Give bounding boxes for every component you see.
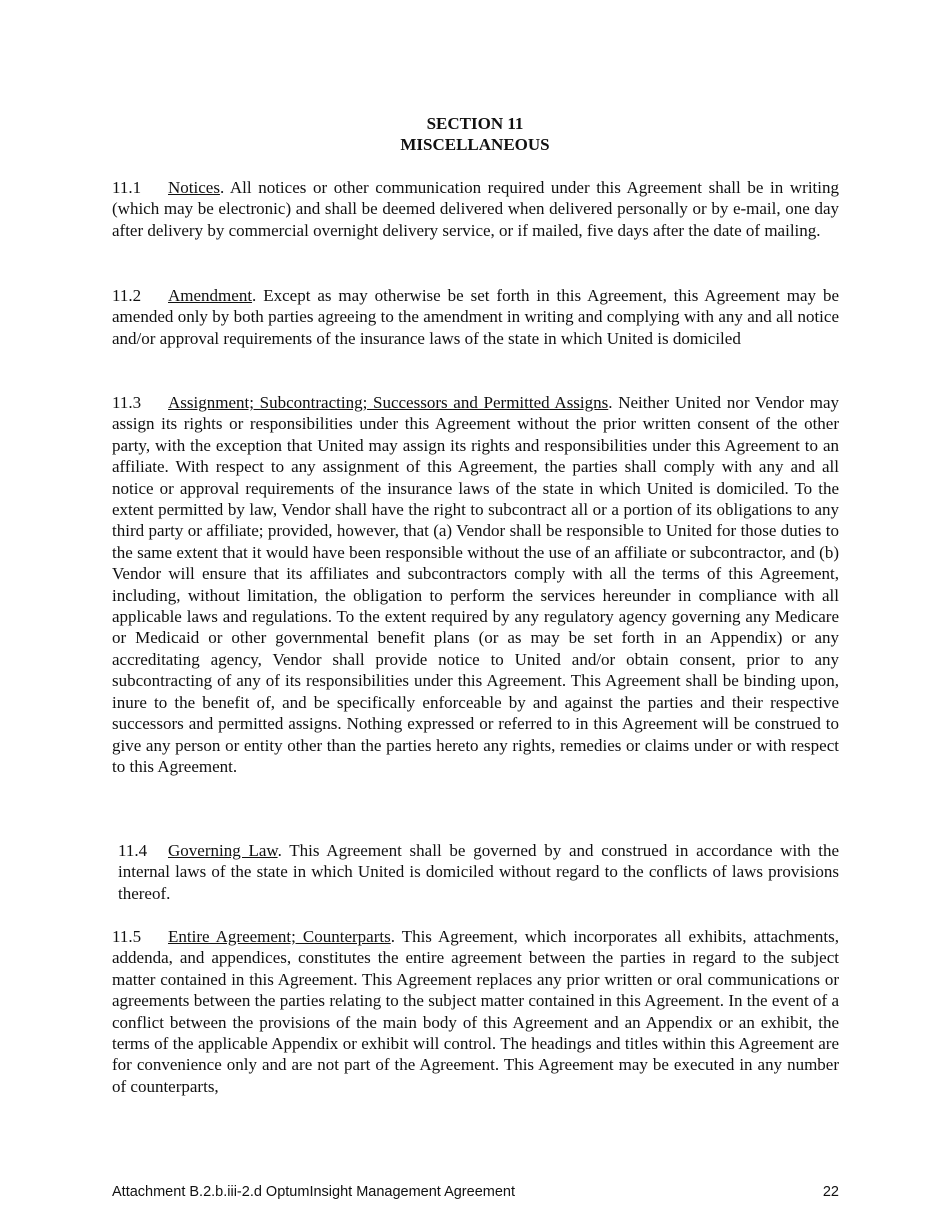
section-title: MISCELLANEOUS: [400, 135, 550, 154]
clause-number: 11.1: [112, 178, 142, 197]
clause-body: This Agreement, which incorporates all exhibits, attachments, addenda, and appendices, constitutes the entire agreement between the parties in regard to the subject matter contained in this Agreement. This Agreement replaces any prior written or oral communications or agreements between the parties relating to the subject matter contained in this Agreement. In the event of a conflict between the provisions of the main body of this Agreement and an Appendix or an exhibit, the terms of the applicable Appendix or exhibit will control. The headings and titles within this Agreement are for convenience only and are not part of the Agreement. This Agreement may be executed in any number of counterparts,: [112, 927, 839, 1096]
clause-number: 11.2: [112, 286, 142, 305]
clause-body: This Agreement shall be governed by and construed in accordance with the internal laws of the state in which United is domiciled without regard to the conflicts of laws provisions thereof.: [118, 841, 839, 903]
clause-title: Amendment: [168, 286, 253, 305]
clause-number: 11.5: [112, 927, 142, 946]
clause-title: Governing Law: [168, 841, 278, 860]
clause-11-3: [112, 392, 839, 777]
clause-11-5: [112, 926, 839, 1097]
footer-document-title: Attachment B.2.b.iii-2.d OptumInsight Management Agreement: [112, 1184, 515, 1200]
clause-title: Notices: [168, 178, 220, 197]
clause-11-4: [118, 840, 839, 904]
clause-body: Neither United nor Vendor may assign its rights or responsibilities under this Agreement without the prior written consent of the other party, with the exception that United may assign its rights and responsibilities under this Agreement to an affiliate. With respect to any assignment of this Agreement, the parties shall comply with any and all notice or approval requirements of the insurance laws of the state in which United is domiciled. To the extent permitted by law, Vendor shall have the right to subcontract all or a portion of its obligations to any third party or affiliate; provided, however, that (a) Vendor shall be responsible to United for those duties to the same extent that it would have been responsible without the use of an affiliate or subcontractor, and (b) Vendor will ensure that its affiliates and subcontractors comply with all the terms of this Agreement, including, without limitation, the obligation to perform the services hereunder in compliance with all applicable laws and regulations. To the extent required by any regulatory agency governing any Medicare or Medicaid or other governmental benefit plans (or as may be set forth in an Appendix) or any accreditating agency, Vendor shall provide notice to United and/or obtain consent, prior to any subcontracting of any of its responsibilities under this Agreement. This Agreement shall be binding upon, inure to the benefit of, and be specifically enforceable by and against the parties and their respective successors and permitted assigns. Nothing expressed or referred to in this Agreement will be construed to give any person or entity other than the parties hereto any rights, remedies or claims under or with respect to this Agreement.: [112, 393, 839, 776]
clause-title-punct: .: [608, 393, 613, 412]
clause-title-punct: .: [390, 927, 395, 946]
clause-title-punct: .: [219, 178, 225, 197]
clause-title: Assignment; Subcontracting; Successors and Permitted Assigns: [168, 393, 609, 412]
clause-body: All notices or other communication required under this Agreement shall be in writing (which may be electronic) and shall be deemed delivered when delivered personally or by e-mail, one day after delivery by commercial overnight delivery service, or if mailed, five days after the date of mailing.: [112, 178, 839, 240]
clause-body: Except as may otherwise be set forth in this Agreement, this Agreement may be amended only by both parties agreeing to the amendment in writing and complying with any and all notice and/or approval requirements of the insurance laws of the state in which United is domiciled: [112, 286, 839, 348]
clause-title-punct: .: [277, 841, 282, 860]
clause-number: 11.4: [118, 841, 148, 860]
clause-11-2: [112, 285, 839, 349]
footer-page-number: 22: [822, 1184, 839, 1200]
clause-title: Entire Agreement; Counterparts: [168, 927, 391, 946]
clause-title-punct: .: [252, 286, 257, 305]
clause-number: 11.3: [112, 393, 142, 412]
clause-11-1: [112, 177, 839, 241]
section-number: SECTION 11: [426, 114, 524, 133]
